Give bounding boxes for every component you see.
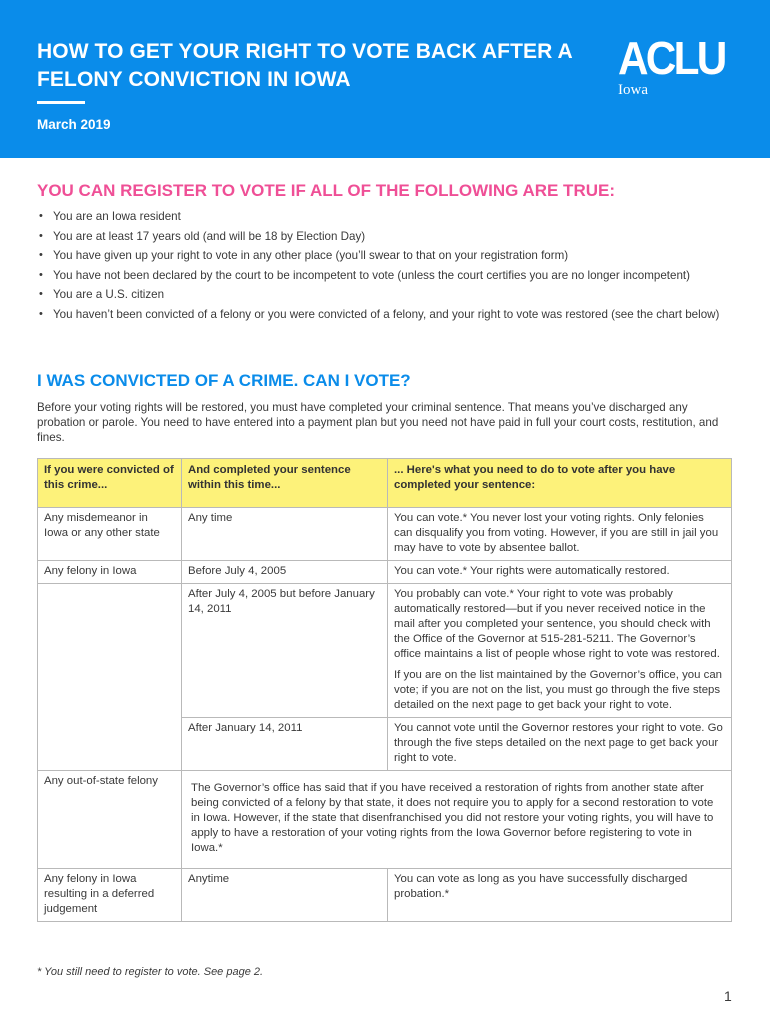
convicted-heading: I WAS CONVICTED OF A CRIME. CAN I VOTE?	[37, 371, 411, 390]
time-cell: Any time	[182, 508, 388, 561]
action-cell: You can vote as long as you have successfully discharged probation.*	[388, 869, 732, 922]
list-item: • You have given up your right to vote in any other place (you’ll swear to that on your registration form)	[39, 249, 569, 262]
bullet-icon: •	[39, 229, 43, 242]
header-time: And completed your sentence within this time...	[182, 459, 388, 508]
action-cell: You can vote.* Your rights were automatically restored.	[388, 561, 732, 584]
bullet-icon: •	[39, 210, 43, 222]
table-row	[38, 584, 732, 718]
logo-state: Iowa	[618, 82, 648, 98]
table-row	[38, 771, 732, 869]
header-banner	[0, 0, 770, 158]
action-cell	[388, 584, 732, 718]
footnote: * You still need to register to vote. See page 2.	[37, 966, 264, 978]
list-item: • You haven’t been convicted of a felony or you were convicted of a felony, and your right to vote was restored (see the chart below)	[39, 307, 720, 321]
logo-wordmark: ACLU	[618, 32, 725, 84]
list-item: • You are an Iowa resident	[39, 210, 181, 223]
time-cell: After July 4, 2005 but before January 14, 2011	[182, 584, 388, 718]
action-cell: You can vote.* You never lost your voting rights. Only felonies can disqualify you from voting. However, if you are still in jail you may have to vote by absentee ballot.	[388, 508, 732, 561]
eligibility-list	[37, 209, 737, 326]
register-heading: YOU CAN REGISTER TO VOTE IF ALL OF THE FOLLOWING ARE TRUE:	[37, 181, 615, 200]
crime-cell: Any misdemeanor in Iowa or any other state	[38, 508, 182, 561]
crime-cell: Any felony in Iowa	[38, 561, 182, 584]
bullet-icon: •	[39, 288, 43, 300]
out-of-state-note: The Governor’s office has said that if you have received a restoration of rights from another state after being convicted of a felony by that state, it does not require you to apply for a second restoration to vote in Iowa. However, if the state that disenfranchised you did not restore your voting rights, you will have to apply to have a restoration of your voting rights from the Iowa Governor before registering to vote in Iowa.*	[191, 782, 714, 854]
voting-rights-table	[37, 458, 732, 922]
page-number: 1	[724, 988, 732, 1004]
aclu-logo	[618, 32, 736, 99]
list-item: • You are a U.S. citizen	[39, 288, 165, 301]
table-row	[38, 869, 732, 922]
table-header-row	[38, 459, 732, 508]
action-paragraph: If you are on the list maintained by the Governor’s office, you can vote; if you are not on the list, you must go through the five steps detailed on the next page to get back your right to vote.	[394, 669, 722, 711]
action-paragraph: You probably can vote.* Your right to vote was probably automatically restored—but if you never received notice in the mail after you completed your sentence, you should check with the Office of the Governor at 515-281-5211. The Governor’s office maintains a list of people whose right to vote was restored.	[394, 588, 720, 660]
list-item: • You are at least 17 years old (and will be 18 by Election Day)	[39, 229, 366, 243]
table-row	[38, 561, 732, 584]
page-title: HOW TO GET YOUR RIGHT TO VOTE BACK AFTER A FELONY CONVICTION IN IOWA	[37, 40, 573, 91]
action-cell: You cannot vote until the Governor restores your right to vote. Go through the five steps detailed on the next page to get back your right to vote.	[388, 718, 732, 771]
time-cell: Before July 4, 2005	[182, 561, 388, 584]
bullet-icon: •	[39, 249, 43, 261]
table-row	[38, 508, 732, 561]
time-cell: Anytime	[182, 869, 388, 922]
crime-cell	[38, 584, 182, 771]
crime-cell: Any out-of-state felony	[38, 771, 182, 869]
time-cell: After January 14, 2011	[182, 718, 388, 771]
convicted-intro: Before your voting rights will be restored, you must have completed your criminal sentence. That means you’ve discharged any probation or parole. You need to have entered into a payment plan but you need not have paid in full your court costs, restitution, and fines.	[37, 401, 719, 444]
crime-cell: Any felony in Iowa resulting in a deferred judgement	[38, 869, 182, 922]
bullet-icon: •	[39, 268, 43, 281]
note-cell	[182, 771, 732, 869]
header-crime: If you were convicted of this crime...	[38, 459, 182, 508]
bullet-icon: •	[39, 307, 43, 320]
list-item: • You have not been declared by the court to be incompetent to vote (unless the court certifies you are no longer incompetent)	[39, 268, 690, 282]
publication-date: March 2019	[37, 117, 111, 132]
title-divider	[37, 101, 85, 104]
header-action: ... Here's what you need to do to vote after you have completed your sentence:	[388, 459, 732, 508]
